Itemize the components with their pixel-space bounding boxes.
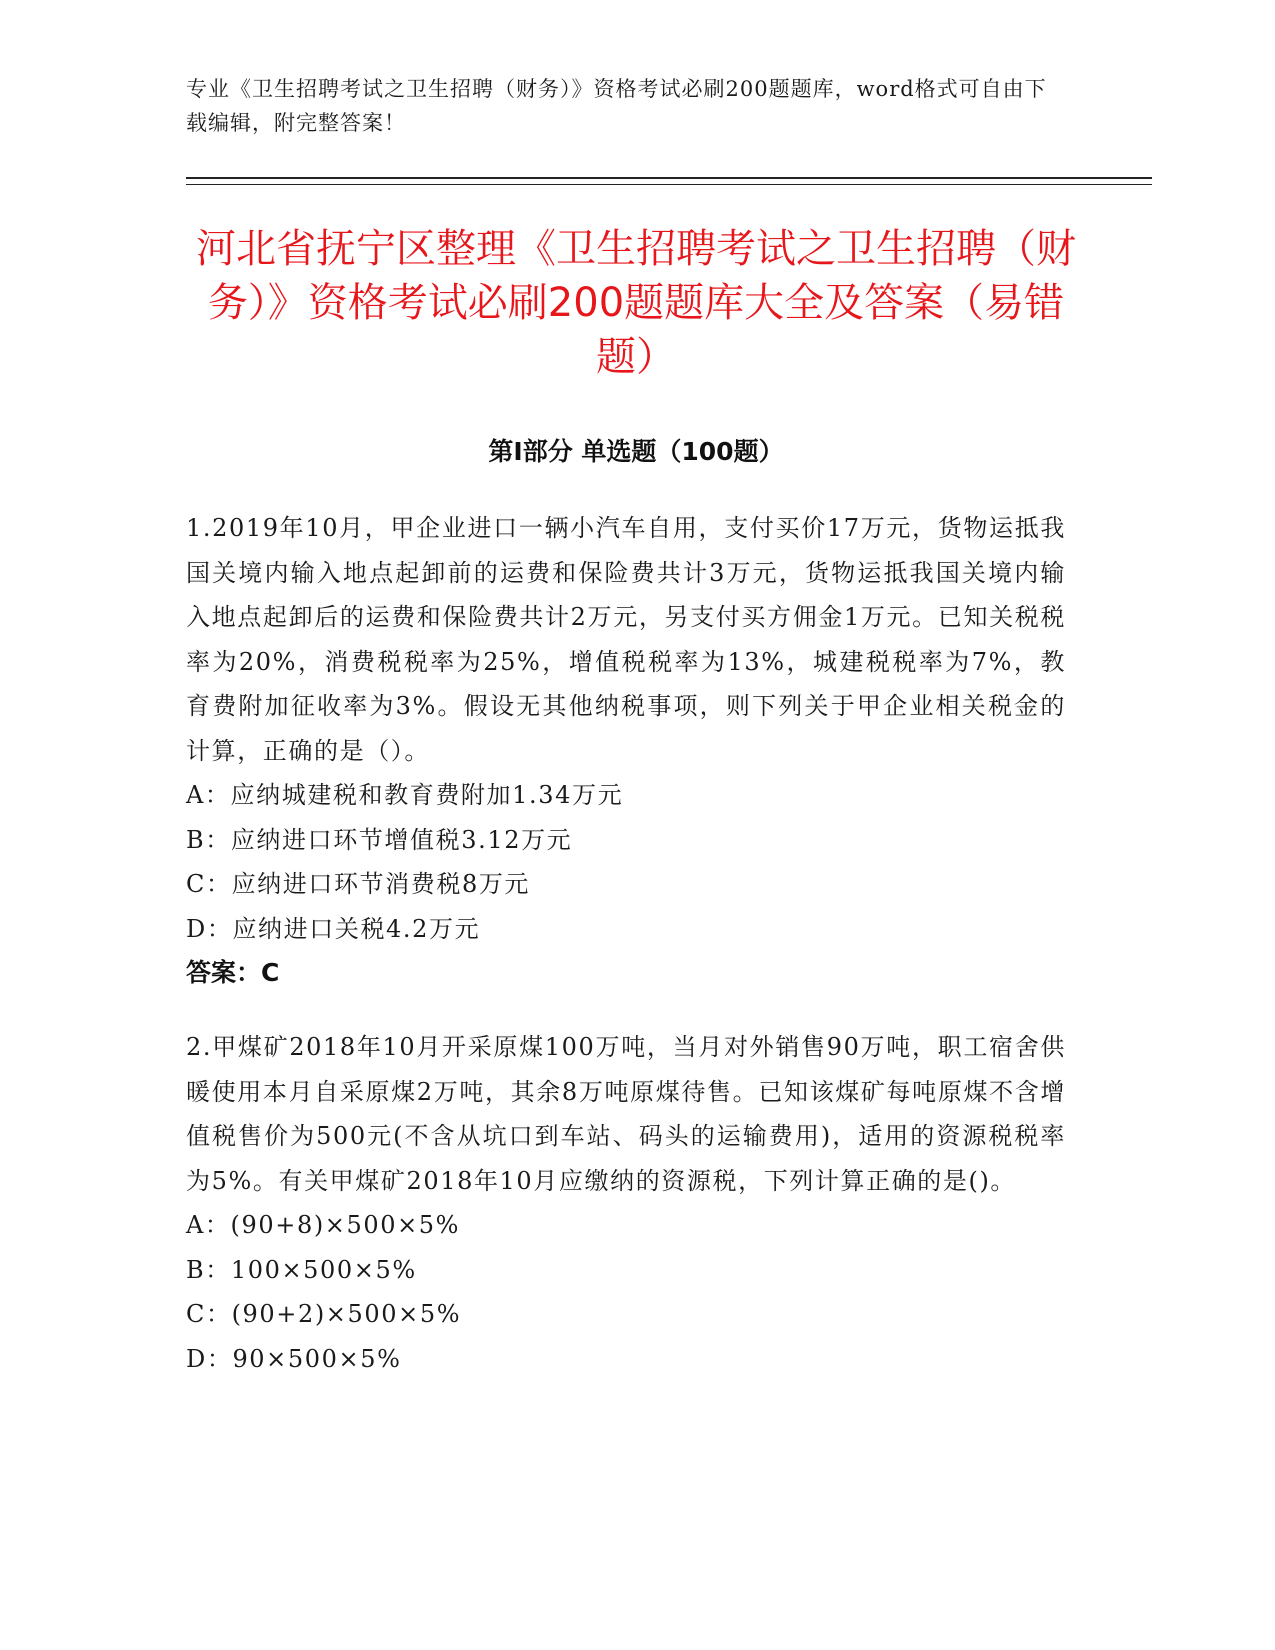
option-d: D：应纳进口关税4.2万元 bbox=[186, 914, 481, 943]
option-c: C：应纳进口环节消费税8万元 bbox=[186, 870, 531, 898]
option-b: B：应纳进口环节增值税3.12万元 bbox=[186, 825, 573, 854]
header-note: 专业《卫生招聘考试之卫生招聘（财务）》资格考试必刷200题题库，word格式可自由下载编辑，附完整答案！ bbox=[186, 77, 1047, 135]
answer-line: 答案：C bbox=[186, 958, 280, 987]
option-c: C：(90+2)×500×5% bbox=[186, 1300, 462, 1328]
option-b: B：100×500×5% bbox=[186, 1255, 417, 1284]
option-a: A：应纳城建税和教育费附加1.34万元 bbox=[186, 781, 624, 809]
section-title: 第Ⅰ部分 单选题（100题） bbox=[488, 437, 784, 466]
option-d: D：90×500×5% bbox=[186, 1344, 402, 1373]
option-a: A：(90+8)×500×5% bbox=[186, 1211, 461, 1239]
question-2 bbox=[186, 1025, 1066, 1381]
question-1 bbox=[186, 506, 1066, 996]
document-title: 河北省抚宁区整理《卫生招聘考试之卫生招聘（财务）》资格考试必刷200题题库大全及答案（易错题） bbox=[196, 226, 1076, 380]
question-text: 1.2019年10月，甲企业进口一辆小汽车自用，支付买价17万元，货物运抵我国关境内输入地点起卸前的运费和保险费共计3万元，货物运抵我国关境内输入地点起卸后的运费和保险费共计2万元，另支付买方佣金1万元。已知关税税率为20%，消费税税率为25%，增值税税率为13%，城建税税率为7%，教育费附加征收率为3%。假设无其他纳税事项，则下列关于甲企业相关税金的计算，正确的是（）。 bbox=[186, 514, 1066, 765]
header-divider-thin bbox=[186, 184, 1152, 185]
header-divider-thick bbox=[186, 177, 1152, 179]
question-text: 2.甲煤矿2018年10月开采原煤100万吨，当月对外销售90万吨，职工宿舍供暖使用本月自采原煤2万吨，其余8万吨原煤待售。已知该煤矿每吨原煤不含增值税售价为500元(不含从坑口到车站、码头的运输费用)，适用的资源税税率为5%。有关甲煤矿2018年10月应缴纳的资源税，下列计算正确的是()。 bbox=[186, 1033, 1066, 1195]
